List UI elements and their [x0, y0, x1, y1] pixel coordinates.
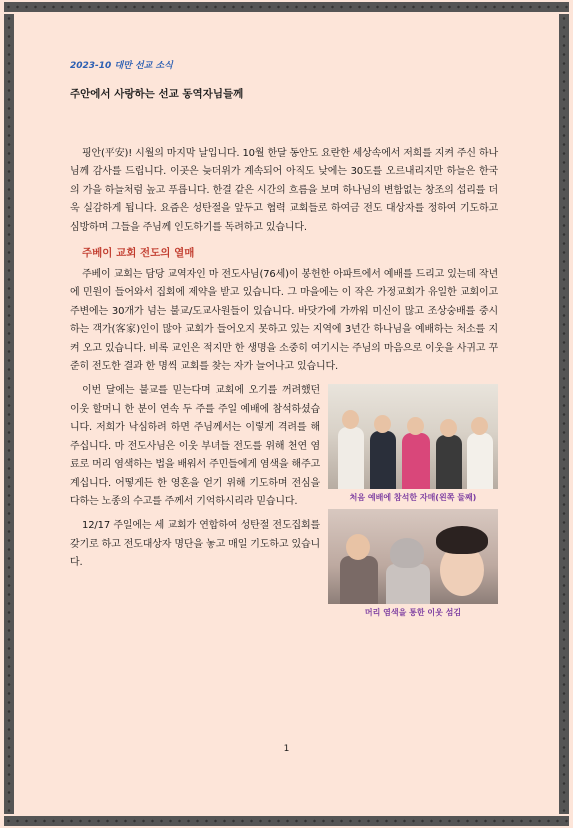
photo-person-hair [436, 526, 488, 554]
intro-paragraph: 핑안(平安)! 시월의 마지막 날입니다. 10월 한달 동안도 요란한 세상속에서 저희를 지켜 주신 하나님께 감사를 드립니다. 이곳은 늦더위가 계속되어 아직도 낮에는 30도를 오르내리지만 하늘은 한국의 가을 하늘처럼 높고 푸릅니다. 한결 같은 시간의 흐름을 보며 하나님의 변함없는 창조의 섭리를 더욱 실감하게 됩니다. 요즘은 성탄절을 앞두고 협력 교회들로 하여금 전도 대상자를 정하여 기도하고 심방하며 그들을 주님께 인도하기를 독려하고 있습니다. [70, 148, 498, 233]
photo-person [402, 433, 430, 489]
photo-person-hair [390, 538, 424, 568]
section-paragraph-2: 이번 달에는 불교를 믿는다며 교회에 오기를 꺼려했던 이웃 할머니 한 분이 연속 두 주를 주일 예배에 참석하셨습니다. 저희가 낙심하려 하면 주님께서는 이렇게 격려를 해 주십니다. 마 전도사님은 이웃 부녀들 전도를 위해 천연 염료로 머리 염색하는 법을 배워서 주민들에게 염색을 해주고 계십니다. 어떻게든 한 영혼을 얻기 위해 기도하며 전심을 다하는 노종의 수고를 주께서 기억하시리라 믿습니다. [70, 385, 320, 507]
photo-person [436, 435, 462, 489]
page-border-left [4, 14, 14, 814]
photo-caption: 머리 염색을 통한 이웃 섬김 [364, 608, 462, 618]
section-paragraph-1: 주베이 교회는 담당 교역자인 마 전도사님(76세)이 봉헌한 아파트에서 예배를 드리고 있는데 작년에 민원이 들어와서 집회에 제약을 받고 있습니다. 그 마을에는 이 작은 가정교회가 유일한 교회이고 주변에는 30개가 넘는 불교/도교사원들이 있습니다. 바닷가에 가까워 미신이 많고 조상숭배를 중시하는 객가(客家)인이 많아 교회가 들어오지 못하고 있는 지역에 3년간 하나님을 예배하는 처소를 지켜 오고 있습니다. 비록 교인은 적지만 한 생명을 소중히 여기시는 주님의 마음으로 이웃을 사귀고 꾸준히 전도한 결과 한 명씩 교회를 찾는 자가 늘어나고 있습니다. [70, 269, 498, 373]
photo-caption: 처음 예배에 참석한 자매(왼쪽 둘째) [349, 493, 477, 503]
photo-person [386, 564, 430, 604]
media-row [70, 382, 498, 624]
newsletter-content [70, 58, 498, 624]
page-border-right [559, 14, 569, 814]
section-paragraph-3: 12/17 주일에는 세 교회가 연합하여 성탄절 전도집회를 갖기로 하고 전도대상자 명단을 놓고 매일 기도하고 있습니다. [70, 520, 320, 569]
page-border-bottom [4, 816, 569, 826]
photo-person [370, 431, 396, 489]
newsletter-header: 2023-10 대만 선교 소식 [70, 61, 173, 71]
photo-hair-dye [328, 509, 498, 604]
page-number: 1 [283, 744, 290, 754]
section-title: 주베이 교회 전도의 열매 [82, 247, 195, 260]
greeting: 주안에서 사랑하는 선교 동역자님들께 [70, 88, 244, 100]
photo-column [328, 382, 498, 624]
page-border-top [4, 2, 569, 12]
media-text [70, 382, 320, 624]
photo-person [467, 433, 493, 489]
photo-worship-group [328, 384, 498, 489]
photo-person [340, 556, 378, 604]
photo-person [338, 427, 364, 489]
